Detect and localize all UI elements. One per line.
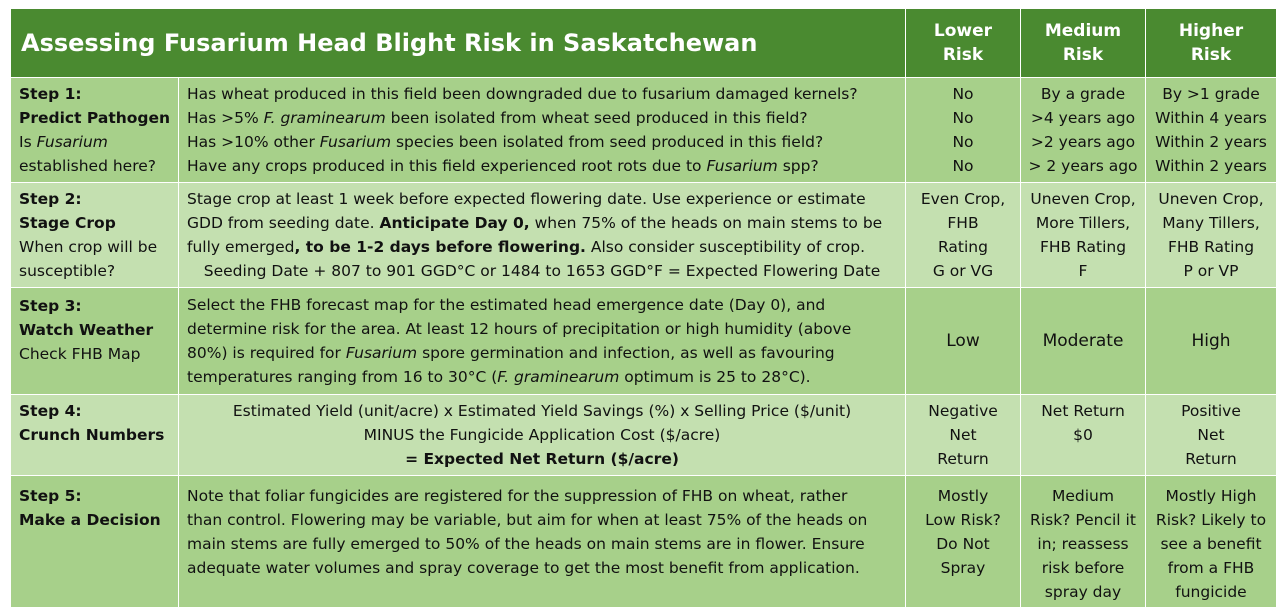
step-3-lower-risk: Low	[906, 288, 1021, 395]
step-5-lower-risk: Mostly Low Risk? Do Not Spray	[906, 475, 1021, 607]
step-4-text: Estimated Yield (unit/acre) x Estimated Yield Savings (%) x Selling Price ($/unit) MINUS the Fungicide Application Cost ($/acre) = Expected Net Return ($/acre)	[179, 394, 906, 475]
step-2-higher-risk: Uneven Crop, Many Tillers, FHB Rating P or VP	[1146, 182, 1277, 288]
step-2-lower-risk: Even Crop, FHB Rating G or VG	[906, 182, 1021, 288]
step-3-label: Step 3: Watch Weather Check FHB Map	[11, 288, 179, 395]
step-2-row	[11, 182, 1277, 288]
step-4-row	[11, 394, 1277, 475]
step-1-higher-risk: By >1 grade Within 4 years Within 2 years Within 2 years	[1146, 78, 1277, 183]
step-2-medium-risk: Uneven Crop, More Tillers, FHB Rating F	[1021, 182, 1146, 288]
step-3-text: Select the FHB forecast map for the estimated head emergence date (Day 0), and determine risk for the area. At least 12 hours of precipitation or high humidity (above 80%) is required for Fusarium spore germination and infection, as well as favouring temperatures ranging from 16 to 30°C (F. graminearum optimum is 25 to 28°C).	[179, 288, 906, 395]
step-3-row	[11, 288, 1277, 395]
step-5-label: Step 5: Make a Decision	[11, 475, 179, 607]
step-4-lower-risk: Negative Net Return	[906, 394, 1021, 475]
step-1-questions: Has wheat produced in this field been downgraded due to fusarium damaged kernels? Has >5% F. graminearum been isolated from wheat seed produced in this field? Has >10% other Fusarium species been isolated from seed produced in this field? Have any crops produced in this field experienced root rots due to Fusarium spp?	[179, 78, 906, 183]
header-row	[11, 9, 1277, 78]
step-4-label: Step 4: Crunch Numbers	[11, 394, 179, 475]
step-3-medium-risk: Moderate	[1021, 288, 1146, 395]
step-4-medium-risk: Net Return $0	[1021, 394, 1146, 475]
step-1-label: Step 1: Predict Pathogen Is Fusarium established here?	[11, 78, 179, 183]
step-2-text: Stage crop at least 1 week before expected flowering date. Use experience or estimate GDD from seeding date. Anticipate Day 0, when 75% of the heads on main stems to be fully emerged, to be 1-2 days before flowering. Also consider susceptibility of crop. Seeding Date + 807 to 901 GGD°C or 1484 to 1653 GGD°F = Expected Flowering Date	[179, 182, 906, 288]
step-5-row	[11, 475, 1277, 607]
step-3-higher-risk: High	[1146, 288, 1277, 395]
fhb-risk-table	[10, 8, 1277, 608]
step-5-medium-risk: Medium Risk? Pencil it in; reassess risk before spray day	[1021, 475, 1146, 607]
higher-risk-header: Higher Risk	[1146, 9, 1277, 78]
step-5-text: Note that foliar fungicides are registered for the suppression of FHB on wheat, rather than control. Flowering may be variable, but aim for when at least 75% of the heads on main stems are fully emerged to 50% of the heads on main stems are in flower. Ensure adequate water volumes and spray coverage to get the most benefit from application.	[179, 475, 906, 607]
step-1-row	[11, 78, 1277, 183]
table-title: Assessing Fusarium Head Blight Risk in Saskatchewan	[11, 9, 906, 78]
step-1-lower-risk: No No No No	[906, 78, 1021, 183]
step-4-higher-risk: Positive Net Return	[1146, 394, 1277, 475]
step-5-higher-risk: Mostly High Risk? Likely to see a benefit from a FHB fungicide	[1146, 475, 1277, 607]
flowering-formula: Seeding Date + 807 to 901 GGD°C or 1484 to 1653 GGD°F = Expected Flowering Date	[203, 261, 881, 280]
medium-risk-header: Medium Risk	[1021, 9, 1146, 78]
step-2-label: Step 2: Stage Crop When crop will be susceptible?	[11, 182, 179, 288]
lower-risk-header: Lower Risk	[906, 9, 1021, 78]
step-1-medium-risk: By a grade >4 years ago >2 years ago > 2 years ago	[1021, 78, 1146, 183]
